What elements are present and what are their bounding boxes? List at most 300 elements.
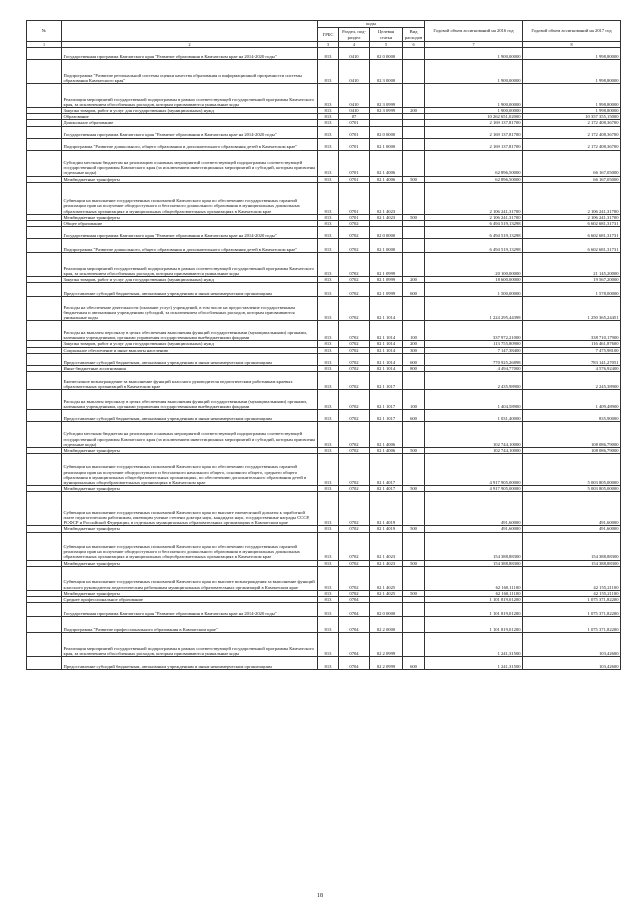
row-vol-2017: 491,60000 [523,526,621,532]
row-article: 02 1 4017 [370,486,403,492]
row-article: 02 1 4019 [370,526,403,532]
row-name: Реализация мероприятий государственной подпрограммы в рамках соответствующей государственной программы Камчатского края, за исключением обособленных расходов, которым присваиваются уникальные коды [62,633,318,657]
row-name: Закупка товаров, работ и услуг для государственных (муниципальных) нужд [62,108,318,114]
row-exp-type [403,253,425,277]
header-grbs: ГРБС [318,28,339,42]
row-section: 0702 [339,526,370,532]
row-vol-2017: 1 075 371,82200 [523,603,621,617]
row-vol-2016: 6 494 519,13298 [425,239,523,253]
row-vol-2017: 491,60000 [523,492,621,526]
row-name: Социальное обеспечение и иные выплаты населению [62,347,318,353]
header-no: № [27,21,62,42]
row-grbs: 813 [318,526,339,532]
row-vol-2017: 154 388,88300 [523,560,621,566]
table-row [27,633,621,657]
row-article: 02 0 0000 [370,48,403,60]
colnum-4: 4 [339,42,370,48]
row-name: Субсидии местным бюджетам на реализацию основных мероприятий соответствующей подпрограммы соответствующей государственной программы Камчатского края (за исключением инвестиционных мероприятий и субсидий, которым присвоены отдельные коды) [62,150,318,176]
row-section: 0702 [339,422,370,448]
row-name: Общее образование [62,221,318,227]
row-exp-type: 100 [403,321,425,341]
row-vol-2016: 1 500,00000 [425,283,523,297]
row-vol-2017: 1 998,80000 [523,48,621,60]
table-row [27,422,621,448]
row-number [27,492,62,526]
row-section: 0702 [339,239,370,253]
row-name: Реализация мероприятий государственной подпрограммы в рамках соответствующей государственной программы Камчатского края, за исключением обособленных расходов, которым присваиваются уникальные коды [62,84,318,108]
row-vol-2017: 10 357 355,15000 [523,114,621,120]
row-section: 0704 [339,617,370,633]
row-name: Предоставление субсидий бюджетным, автономным учреждениям и иным некоммерческим организациям [62,657,318,670]
row-vol-2017: 2 106 241,31700 [523,182,621,214]
row-grbs: 813 [318,239,339,253]
row-grbs: 813 [318,214,339,220]
row-name: Подпрограмма "Развитие профессионального образования в Камчатском крае" [62,617,318,633]
row-exp-type: 200 [403,341,425,347]
row-vol-2016: 154 388,88300 [425,560,523,566]
row-grbs: 813 [318,560,339,566]
row-vol-2016: 102 744,10000 [425,422,523,448]
colnum-1: 1 [27,42,62,48]
row-number [27,321,62,341]
row-grbs: 813 [318,114,339,120]
row-exp-type [403,603,425,617]
row-name: Подпрограмма "Развитие региональной системы оценки качества образования и информационной прозрачности системы образования Камчатского края" [62,60,318,84]
row-name: Расходы на выплаты персоналу в целях обеспечения выполнения функций государственными (муниципальными) органами, казенными учреждениями, органами управления государственными внебюджетными фондами [62,390,318,410]
row-article: 02 0 0000 [370,227,403,239]
row-section: 0702 [339,532,370,560]
row-number [27,603,62,617]
row-article: 02 1 4006 [370,422,403,448]
row-vol-2016: 491,60000 [425,526,523,532]
row-article: 02 0 0000 [370,126,403,138]
table-body [27,48,621,670]
row-name: Подпрограмма "Развитие дошкольного, общего образования и дополнительного образования детей в Камчатском крае" [62,239,318,253]
row-number [27,617,62,633]
row-exp-type: 100 [403,390,425,410]
row-exp-type [403,150,425,176]
row-number [27,182,62,214]
table-row [27,84,621,108]
row-article: 02 3 0999 [370,108,403,114]
row-vol-2017: 6 602 681,31731 [523,221,621,227]
row-number [27,138,62,150]
row-vol-2017: 108 086,79000 [523,448,621,454]
row-vol-2016: 4 494,77000 [425,365,523,371]
row-article: 02 1 1014 [370,347,403,353]
row-grbs: 813 [318,657,339,670]
row-number [27,390,62,410]
row-vol-2016: 62 160,11100 [425,566,523,590]
row-vol-2016: 62 896,50000 [425,176,523,182]
table-row [27,297,621,321]
row-vol-2017: 1 075 371,82200 [523,617,621,633]
row-exp-type [403,60,425,84]
row-vol-2017: 835,90000 [523,410,621,422]
colnum-3: 3 [318,42,339,48]
row-vol-2016: 2 106 241,31700 [425,214,523,220]
table-row [27,454,621,486]
colnum-2: 2 [62,42,318,48]
row-vol-2016: 7 147,38400 [425,347,523,353]
row-grbs: 813 [318,138,339,150]
row-name: Образование [62,114,318,120]
row-vol-2016: 2 169 137,81700 [425,126,523,138]
row-vol-2016: 1 101 819,01200 [425,597,523,603]
row-name: Межбюджетные трансферты [62,590,318,596]
row-article: 02 1 4023 [370,560,403,566]
row-exp-type [403,182,425,214]
row-vol-2016: 491,60000 [425,492,523,526]
row-name: Закупка товаров, работ и услуг для государственных (муниципальных) нужд [62,341,318,347]
row-section: 0701 [339,120,370,126]
row-section: 0702 [339,492,370,526]
row-grbs: 813 [318,60,339,84]
row-number [27,60,62,84]
row-number [27,566,62,590]
row-number [27,372,62,390]
row-section: 0701 [339,126,370,138]
row-section: 0702 [339,448,370,454]
row-number [27,253,62,277]
row-section: 0704 [339,597,370,603]
row-exp-type [403,138,425,150]
table-row [27,150,621,176]
row-vol-2017: 21 145,20000 [523,253,621,277]
row-article: 02 1 0000 [370,138,403,150]
row-section: 0702 [339,221,370,227]
table-row [27,566,621,590]
row-name: Предоставление субсидий бюджетным, автономным учреждениям и иным некоммерческим организациям [62,410,318,422]
row-section: 0704 [339,633,370,657]
row-vol-2017: 5 003 805,00000 [523,486,621,492]
row-number [27,283,62,297]
row-vol-2016: 1 404,58900 [425,390,523,410]
row-section: 0701 [339,150,370,176]
row-number [27,657,62,670]
row-vol-2017: 1 998,80000 [523,84,621,108]
row-article: 02 1 1017 [370,410,403,422]
page-number: 18 [317,893,323,899]
row-article: 02 1 4006 [370,448,403,454]
row-exp-type: 200 [403,277,425,283]
row-number [27,454,62,486]
row-section: 0702 [339,353,370,365]
row-grbs: 813 [318,590,339,596]
row-vol-2016: 62 896,50000 [425,150,523,176]
row-number [27,297,62,321]
row-exp-type: 500 [403,448,425,454]
row-exp-type [403,617,425,633]
header-article: Целевая статья [370,28,403,42]
row-section: 0410 [339,60,370,84]
row-section: 0702 [339,372,370,390]
row-article: 02 1 4017 [370,454,403,486]
row-name: Субвенции на выполнение государственных полномочий Камчатского края по выплате вознаграждения за выполнение функций классного руководителя педагогическим работникам муниципальных образовательных организаций в Камчатском крае [62,566,318,590]
row-vol-2017: 42 155,21100 [523,590,621,596]
row-vol-2017: 2 172 408,36700 [523,120,621,126]
row-section: 0701 [339,138,370,150]
header-exp-type: Вид расходов [403,28,425,42]
row-article: 02 1 0000 [370,239,403,253]
table-row [27,532,621,560]
row-number [27,150,62,176]
row-section: 07 [339,114,370,120]
row-name: Иные бюджетные ассигнования [62,365,318,371]
row-name: Субвенции на выполнение государственных полномочий Камчатского края по обеспечению государственных гарантий реализации прав на получение общедоступного и бесплатного дошкольного образования в муниципальных дошкольных образовательных организациях и муниципальных общеобразовательных организациях в Камчатском крае [62,532,318,560]
row-grbs: 813 [318,120,339,126]
row-vol-2017: 19 567,20000 [523,277,621,283]
row-name: Реализация мероприятий государственной подпрограммы в рамках соответствующей государственной программы Камчатского края, за исключением обособленных расходов, которым присваиваются уникальные коды [62,253,318,277]
row-exp-type: 600 [403,410,425,422]
row-article: 02 1 4023 [370,182,403,214]
row-article: 02 1 1017 [370,372,403,390]
table-row [27,390,621,410]
row-vol-2016: 18 600,00000 [425,277,523,283]
row-name: Межбюджетные трансферты [62,560,318,566]
row-vol-2016: 10 262 651,02000 [425,114,523,120]
row-grbs: 813 [318,597,339,603]
row-section: 0701 [339,182,370,214]
row-exp-type: 500 [403,590,425,596]
row-vol-2016: 2 435,98900 [425,372,523,390]
row-vol-2017: 1 250 365,24451 [523,297,621,321]
row-vol-2016: 1 241,31500 [425,657,523,670]
row-exp-type [403,454,425,486]
row-number [27,239,62,253]
row-section: 0704 [339,657,370,670]
row-section: 0410 [339,108,370,114]
row-vol-2016: 1 900,00000 [425,84,523,108]
row-section: 0702 [339,454,370,486]
header-section: Раздел, под-раздел [339,28,370,42]
row-vol-2017: 2 172 408,36700 [523,126,621,138]
table-row [27,617,621,633]
row-section: 0702 [339,560,370,566]
row-section: 0702 [339,365,370,371]
row-vol-2017: 783 141,27051 [523,353,621,365]
table-row [27,239,621,253]
row-vol-2016: 2 106 241,31700 [425,182,523,214]
row-exp-type [403,297,425,321]
row-article: 02 1 1017 [370,390,403,410]
table-row [27,492,621,526]
row-vol-2016: 1 241,31500 [425,633,523,657]
row-exp-type [403,372,425,390]
row-article: 02 2 0999 [370,657,403,670]
row-article: 02 1 1014 [370,365,403,371]
row-number [27,410,62,422]
row-vol-2017: 1 409,48900 [523,390,621,410]
row-section: 0701 [339,214,370,220]
header-codes: коды [318,21,425,28]
row-vol-2016: 770 925,26898 [425,353,523,365]
row-section: 0702 [339,486,370,492]
row-name: Предоставление субсидий бюджетным, автономным учреждениям и иным некоммерческим организациям [62,283,318,297]
row-grbs: 813 [318,176,339,182]
row-number [27,84,62,108]
row-name: Государственная программа Камчатского края "Развитие образования в Камчатском крае на 2014-2020 годы" [62,227,318,239]
row-vol-2016: 1 031,40000 [425,410,523,422]
row-name: Межбюджетные трансферты [62,176,318,182]
row-section: 0702 [339,321,370,341]
row-exp-type [403,566,425,590]
row-section: 0702 [339,341,370,347]
row-name: Закупка товаров, работ и услуг для государственных (муниципальных) нужд [62,277,318,283]
row-grbs: 813 [318,48,339,60]
row-vol-2016: 4 917 905,00000 [425,486,523,492]
row-exp-type: 500 [403,486,425,492]
row-grbs: 813 [318,253,339,277]
row-vol-2016: 1 101 819,01200 [425,617,523,633]
row-vol-2016: 2 169 137,81700 [425,138,523,150]
row-vol-2017: 1 998,80000 [523,108,621,114]
row-exp-type [403,239,425,253]
row-name: Предоставление субсидий бюджетным, автономным учреждениям и иным некоммерческим организациям [62,353,318,365]
row-section: 0702 [339,277,370,283]
row-vol-2016: 154 388,88300 [425,532,523,560]
row-grbs: 813 [318,422,339,448]
row-name: Межбюджетные трансферты [62,214,318,220]
row-section: 0702 [339,410,370,422]
row-grbs: 813 [318,566,339,590]
row-section: 0702 [339,227,370,239]
row-section: 0410 [339,84,370,108]
row-exp-type: 200 [403,108,425,114]
colnum-5: 5 [370,42,403,48]
table-row [27,227,621,239]
row-article: 02 0 0000 [370,603,403,617]
row-name: Субсидии местным бюджетам на реализацию основных мероприятий соответствующей подпрограммы соответствующей государственной программы Камчатского края (за исключением инвестиционных мероприятий и субсидий, которым присвоены отдельные коды) [62,422,318,448]
row-grbs: 813 [318,486,339,492]
row-article: 02 1 4025 [370,566,403,590]
row-article: 02 2 0999 [370,633,403,657]
budget-table-sheet [26,20,620,670]
row-name: Государственная программа Камчатского края "Развитие образования в Камчатском крае на 2014-2020 годы" [62,48,318,60]
row-grbs: 813 [318,532,339,560]
row-grbs: 813 [318,227,339,239]
row-name: Расходы на обеспечение деятельности (оказание услуг) учреждений, в том числе на предоставление государственным бюджетным и автономным учреждениям субсидий, за исключением обособленных расходов, которым присваиваются уникальные коды [62,297,318,321]
header-vol-2016: Годовой объем ассигнований на 2016 год [425,21,523,42]
row-section: 0702 [339,253,370,277]
row-vol-2017: 103,42600 [523,657,621,670]
header-vol-2017: Годовой объем ассигнований на 2017 год [523,21,621,42]
row-section: 0701 [339,176,370,182]
row-name: Ежемесячное вознаграждение за выполнение функций классного руководителя педагогическим работникам краевых образовательных организаций в Камчатском крае [62,372,318,390]
row-vol-2017: 116 461,87600 [523,341,621,347]
row-vol-2017: 338 710,17900 [523,321,621,341]
table-row [27,60,621,84]
row-vol-2016: 1 900,00000 [425,60,523,84]
row-vol-2016: 1 900,00000 [425,48,523,60]
row-vol-2017: 1 998,80000 [523,60,621,84]
row-vol-2017: 108 086,79000 [523,422,621,448]
row-grbs: 813 [318,448,339,454]
row-vol-2017: 1 578,00000 [523,283,621,297]
row-vol-2016: 1 101 819,01200 [425,603,523,617]
row-grbs: 813 [318,150,339,176]
row-number [27,126,62,138]
row-exp-type [403,422,425,448]
row-grbs: 813 [318,353,339,365]
row-grbs: 813 [318,372,339,390]
row-grbs: 813 [318,341,339,347]
row-section: 0704 [339,603,370,617]
row-vol-2017: 6 602 681,31731 [523,227,621,239]
row-number [27,422,62,448]
row-vol-2016: 113 755,80900 [425,341,523,347]
row-exp-type: 500 [403,560,425,566]
row-name: Среднее профессиональное образование [62,597,318,603]
row-grbs: 813 [318,410,339,422]
row-vol-2017: 5 003 805,00000 [523,454,621,486]
row-grbs: 813 [318,347,339,353]
row-grbs: 813 [318,617,339,633]
table-row [27,603,621,617]
colnum-7: 7 [425,42,523,48]
table-row [27,353,621,365]
row-vol-2016: 1 900,00000 [425,108,523,114]
row-grbs: 813 [318,108,339,114]
row-number [27,48,62,60]
row-vol-2016: 1 224 295,44398 [425,297,523,321]
row-article: 02 3 0000 [370,60,403,84]
row-number [27,227,62,239]
row-grbs: 813 [318,84,339,108]
row-exp-type [403,532,425,560]
table-row [27,253,621,277]
row-vol-2017: 103,42600 [523,633,621,657]
row-vol-2017: 66 167,05000 [523,176,621,182]
row-exp-type: 600 [403,353,425,365]
row-vol-2017: 2 106 241,31700 [523,214,621,220]
row-section: 0702 [339,297,370,321]
row-section: 0702 [339,283,370,297]
row-exp-type: 300 [403,347,425,353]
row-exp-type: 600 [403,657,425,670]
row-vol-2016: 102 744,10000 [425,448,523,454]
row-grbs: 813 [318,283,339,297]
row-grbs: 813 [318,603,339,617]
row-exp-type: 500 [403,526,425,532]
row-article: 02 1 4023 [370,532,403,560]
row-article: 02 1 0999 [370,277,403,283]
table-row [27,48,621,60]
row-section: 0410 [339,48,370,60]
row-vol-2016: 337 972,21000 [425,321,523,341]
row-name: Субвенции на выполнение государственных полномочий Камчатского края по обеспечению государственных гарантий реализации прав на получение общедоступного и бесплатного дошкольного образования в муниципальных дошкольных образовательных организациях и муниципальных общеобразовательных организациях в Камчатском крае [62,182,318,214]
row-name: Субвенции на выполнение государственных полномочий Камчатского края по выплате ежемесячной доплаты к заработной плате педагогическим работникам, имеющим ученые степени доктора наук, кандидата наук, государственные награды СССР, РСФСР и Российской Федерации, в отдельных муниципальных образовательных организациях в Камчатском крае [62,492,318,526]
row-vol-2017: 66 167,05000 [523,150,621,176]
row-vol-2016: 4 917 905,00000 [425,454,523,486]
row-exp-type [403,48,425,60]
row-number [27,353,62,365]
row-article: 02 1 1014 [370,297,403,321]
row-name: Межбюджетные трансферты [62,526,318,532]
row-name: Подпрограмма "Развитие дошкольного, общего образования и дополнительного образования детей в Камчатском крае" [62,138,318,150]
row-vol-2017: 154 388,88300 [523,532,621,560]
row-exp-type [403,227,425,239]
row-article: 02 1 4025 [370,590,403,596]
row-article: 02 3 0999 [370,84,403,108]
table-row [27,372,621,390]
row-article: 02 1 4006 [370,176,403,182]
budget-table [26,20,621,670]
row-vol-2016: 62 160,11100 [425,590,523,596]
row-article: 02 1 1014 [370,341,403,347]
table-row [27,138,621,150]
row-grbs: 813 [318,277,339,283]
